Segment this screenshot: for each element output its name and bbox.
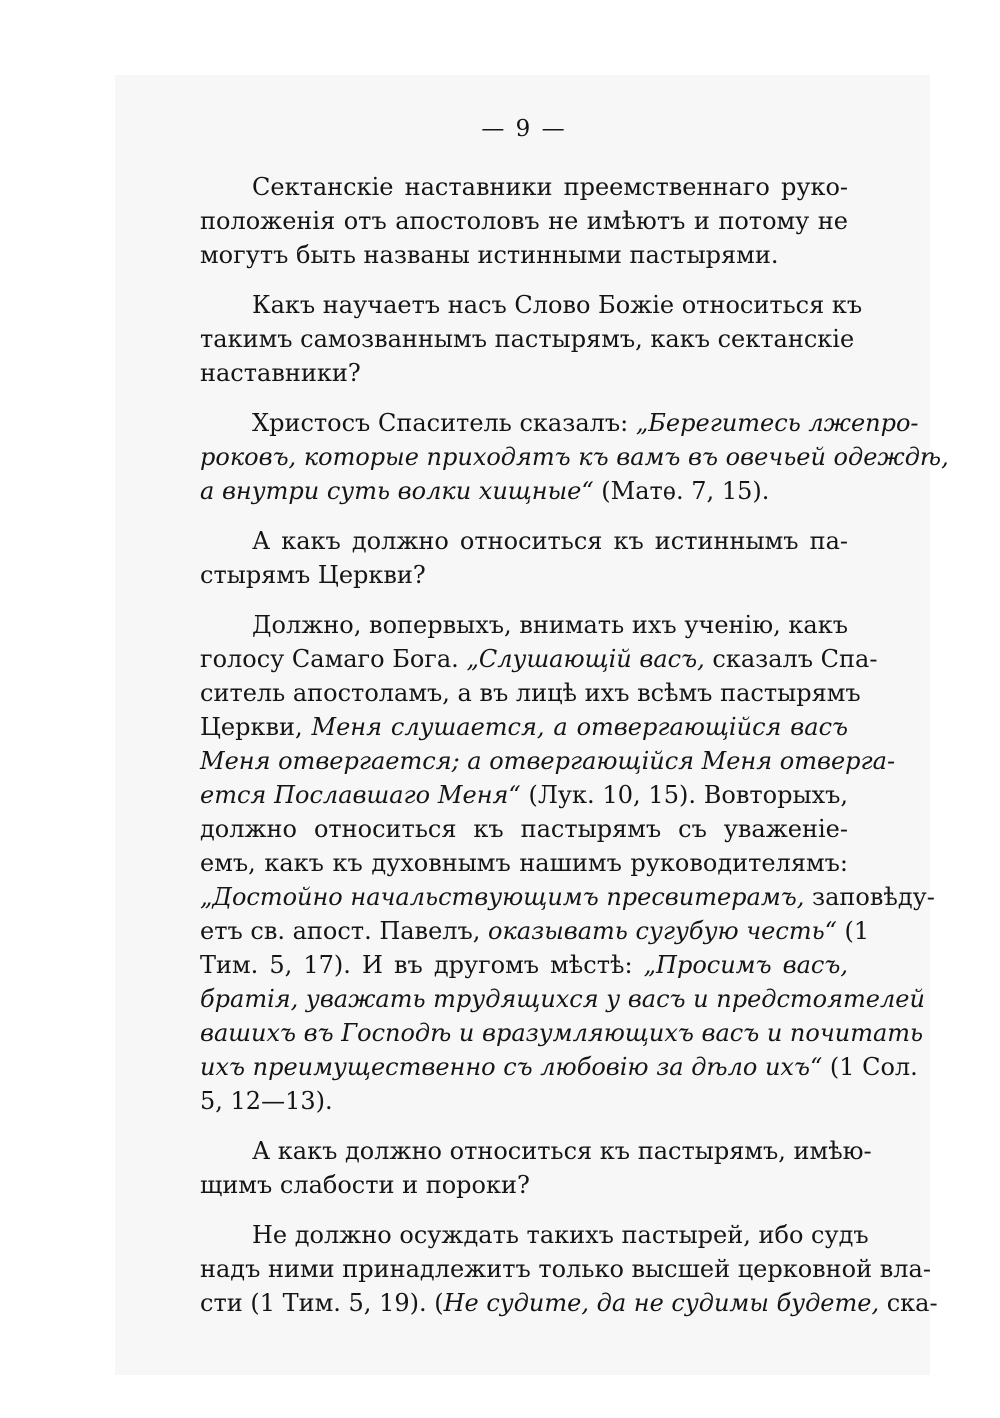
- text-line: [200, 1252, 931, 1286]
- italic-quote: Не судите, да не судимы будете,: [443, 1289, 880, 1317]
- text-line: [200, 322, 855, 356]
- text-line: [200, 880, 935, 914]
- text-line: [200, 440, 949, 474]
- italic-quote: роковъ, которые приходятъ къ вамъ въ овечьей одеждѣ,: [200, 443, 949, 471]
- text-run: стырямъ Церкви?: [200, 561, 426, 589]
- text-run: (Лук. 10, 15). Вовторыхъ,: [520, 781, 848, 809]
- text-line: [200, 1168, 848, 1202]
- text-line: [200, 204, 848, 238]
- text-line: [200, 778, 848, 812]
- italic-quote: а внутри суть волки хищные“: [200, 477, 594, 505]
- text-line: [200, 1084, 848, 1118]
- paragraph: [200, 170, 848, 272]
- text-run: сти (1 Тим. 5, 19). (: [200, 1289, 444, 1317]
- text-line: [200, 288, 863, 322]
- text-line: [200, 474, 848, 508]
- body-text: [200, 170, 949, 1320]
- text-line: [200, 406, 919, 440]
- text-run: (1 Сол.: [822, 1053, 918, 1081]
- text-line: [200, 676, 861, 710]
- text-run: положенія отъ апостоловъ не имѣютъ и потому не: [200, 207, 848, 235]
- paragraph: [200, 524, 848, 592]
- italic-quote: „Слушающій васъ,: [466, 645, 705, 673]
- text-line: [200, 1050, 918, 1084]
- text-run: Церкви,: [200, 713, 312, 741]
- text-run: Христосъ Спаситель сказалъ:: [252, 409, 636, 437]
- text-run: заповѣду-: [804, 883, 935, 911]
- italic-quote: оказывать сугубую честь“: [488, 917, 837, 945]
- text-line: [200, 1218, 869, 1252]
- text-run: Тим. 5, 17). И въ другомъ мѣстѣ:: [200, 951, 644, 979]
- text-line: [200, 744, 896, 778]
- text-run: етъ св. апост. Павелъ,: [200, 917, 489, 945]
- text-line: [200, 710, 848, 744]
- text-run: сказалъ Спа-: [704, 645, 878, 673]
- text-line: [200, 1016, 924, 1050]
- text-run: А какъ должно относиться къ истиннымъ па-: [252, 527, 848, 555]
- text-run: надъ ними принадлежитъ только высшей церковной вла-: [200, 1255, 931, 1283]
- page-content: [200, 112, 949, 1336]
- text-run: емъ, какъ къ духовнымъ нашимъ руководителямъ:: [200, 849, 848, 877]
- italic-quote: „Берегитесь лжепро-: [635, 409, 919, 437]
- text-line: [200, 238, 848, 272]
- text-line: [200, 642, 878, 676]
- italic-quote: братія, уважать трудящихся у васъ и предстоятелей: [200, 985, 925, 1013]
- text-line: [200, 914, 870, 948]
- paragraph: [200, 1218, 938, 1320]
- text-line: [200, 948, 848, 982]
- paragraph: [200, 406, 949, 508]
- italic-quote: ется Пославшаго Меня“: [200, 781, 521, 809]
- text-line: [200, 1134, 872, 1168]
- text-run: могутъ быть названы истинными пастырями.: [200, 241, 779, 269]
- text-line: [200, 1286, 938, 1320]
- text-run: Должно, вопервыхъ, внимать ихъ ученію, какъ: [252, 611, 848, 639]
- text-run: щимъ слабости и пороки?: [200, 1171, 530, 1199]
- italic-quote: Меня слушается, а отвергающійся васъ: [311, 713, 849, 741]
- paragraph: [200, 608, 935, 1118]
- text-line: [200, 812, 848, 846]
- italic-quote: „Просимъ васъ,: [643, 951, 848, 979]
- text-line: [200, 356, 848, 390]
- text-run: ска-: [879, 1289, 938, 1317]
- text-run: наставники?: [200, 359, 361, 387]
- italic-quote: „Достойно начальствующимъ пресвитерамъ,: [200, 883, 805, 911]
- text-line: [200, 558, 848, 592]
- text-run: такимъ самозваннымъ пастырямъ, какъ сектанскіе: [200, 325, 855, 353]
- text-line: [200, 170, 848, 204]
- italic-quote: ихъ преимущественно съ любовію за дѣло ихъ“: [200, 1053, 823, 1081]
- text-run: должно относиться къ пастырямъ съ уваженіе-: [200, 815, 848, 843]
- italic-quote: вашихъ въ Господѣ и вразумляющихъ васъ и почитать: [200, 1019, 924, 1047]
- text-run: Сектанскіе наставники преемственнаго руко-: [252, 173, 848, 201]
- text-run: 5, 12—13).: [200, 1087, 333, 1115]
- page-number: — 9 —: [481, 116, 567, 142]
- text-run: ситель апостоламъ, а въ лицѣ ихъ всѣмъ пастырямъ: [200, 679, 861, 707]
- text-line: [200, 846, 848, 880]
- paragraph: [200, 1134, 872, 1202]
- text-run: (Матѳ. 7, 15).: [593, 477, 770, 505]
- text-line: [200, 524, 848, 558]
- italic-quote: Меня отвергается; а отвергающійся Меня отверга-: [200, 747, 896, 775]
- text-run: А какъ должно относиться къ пастырямъ, имѣю-: [252, 1137, 872, 1165]
- text-run: (1: [836, 917, 870, 945]
- paragraph: [200, 288, 863, 390]
- text-line: [200, 982, 925, 1016]
- text-run: голосу Самаго Бога.: [200, 645, 467, 673]
- text-run: Не должно осуждать такихъ пастырей, ибо судъ: [252, 1221, 869, 1249]
- text-run: Какъ научаетъ насъ Слово Божіе относиться къ: [252, 291, 863, 319]
- text-line: [200, 608, 848, 642]
